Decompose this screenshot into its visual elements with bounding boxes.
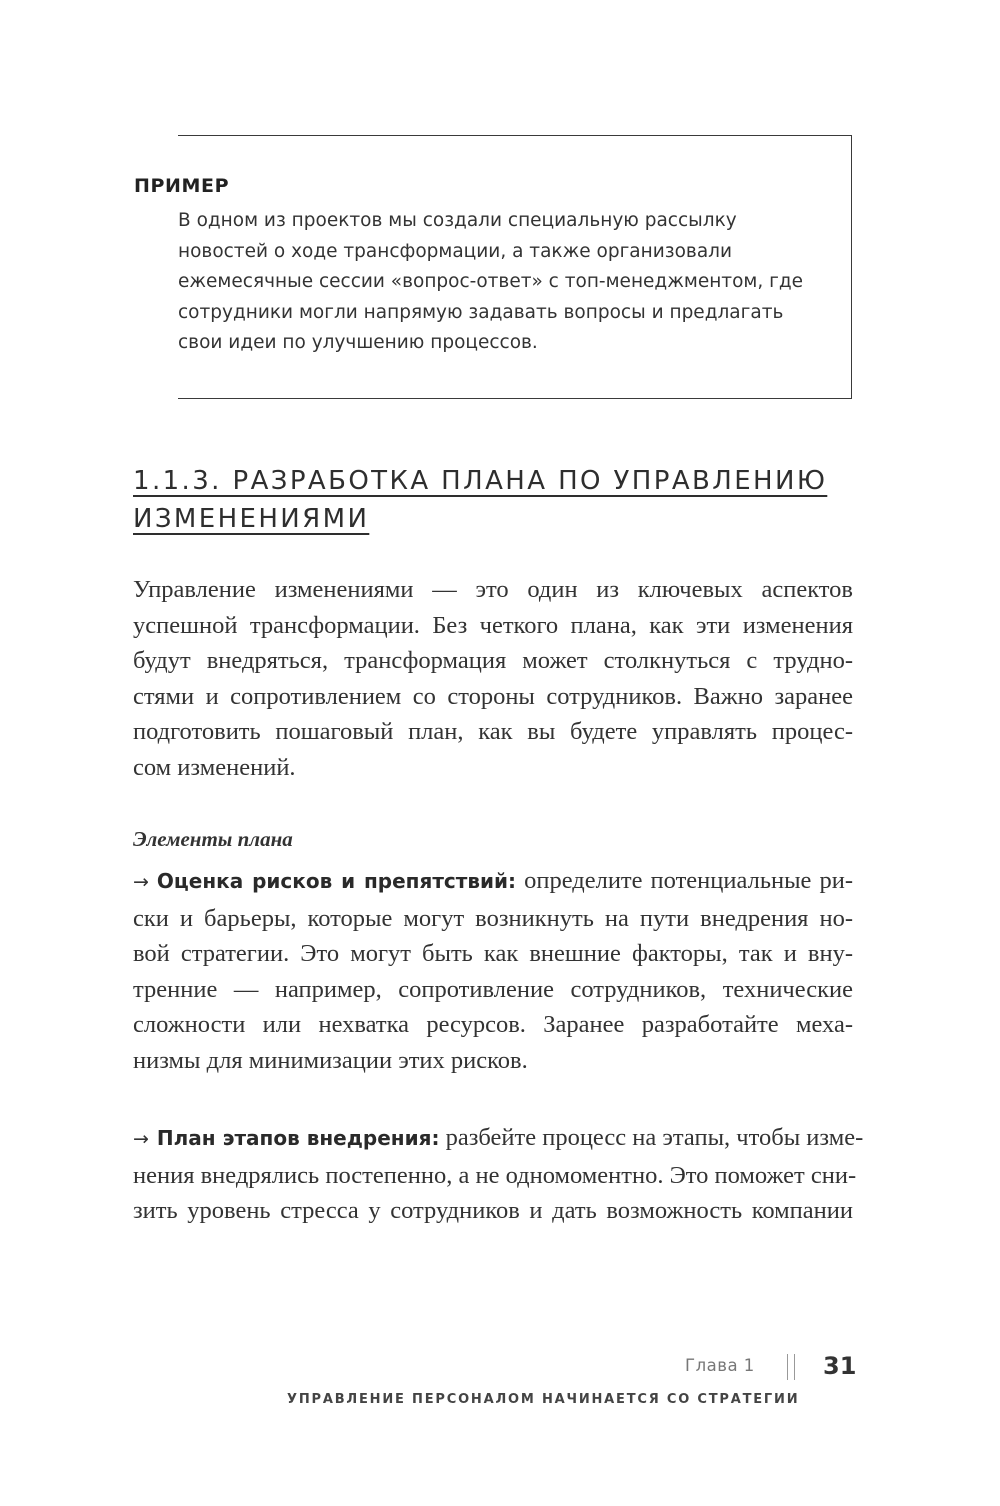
- footer-divider: [787, 1354, 795, 1380]
- example-label: ПРИМЕР: [134, 175, 230, 197]
- example-line: ежемесячные сессии «вопрос-ответ» с топ-менеджментом, где: [178, 271, 804, 292]
- intro-paragraph: [133, 572, 853, 785]
- footer-book-title: УПРАВЛЕНИЕ ПЕРСОНАЛОМ НАЧИНАЕТСЯ СО СТРАТЕГИИ: [287, 1392, 800, 1407]
- plan-item: [133, 1120, 864, 1229]
- section-heading-line: 1.1.3. РАЗРАБОТКА ПЛАНА ПО УПРАВЛЕНИЮ: [133, 466, 828, 496]
- plan-item-lead: План этапов внедрения:: [156, 1126, 440, 1150]
- paragraph-line: подготовить пошаговый план, как вы будете управлять процес-: [133, 718, 853, 745]
- paragraph-line: успешной трансформации. Без четкого плана, как эти изменения: [133, 611, 853, 639]
- footer-chapter: Глава 1: [685, 1356, 755, 1375]
- page-number: 31: [823, 1352, 857, 1380]
- paragraph-line: ски и барьеры, которые могут возникнуть на пути внедрения но-: [133, 904, 853, 932]
- arrow-right-icon: →: [133, 871, 149, 893]
- example-line: новостей о ходе трансформации, а также организовали: [178, 240, 732, 262]
- paragraph-line: низмы для минимизации этих рисков.: [133, 1046, 528, 1074]
- paragraph-line: Управление изменениями — это один из ключевых аспектов: [133, 576, 853, 603]
- paragraph-line: вой стратегии. Это могут быть как внешние факторы, так и вну-: [133, 940, 853, 967]
- paragraph-line: сложности или нехватка ресурсов. Заранее разработайте меха-: [133, 1011, 853, 1038]
- plan-item: [133, 863, 853, 1078]
- paragraph-line: сом изменений.: [133, 753, 296, 781]
- plan-item-text: разбейте процесс на этапы, чтобы изме-: [439, 1124, 864, 1151]
- plan-subheading: Элементы плана: [133, 827, 293, 851]
- paragraph-line: зить уровень стресса у сотрудников и дать возможность компании: [133, 1197, 853, 1224]
- paragraph-line: будут внедряться, трансформация может столкнуться с трудно-: [133, 647, 853, 674]
- example-line: В одном из проектов мы создали специальную рассылку: [178, 210, 737, 231]
- arrow-right-icon: →: [133, 1128, 149, 1150]
- plan-item-lead: Оценка рисков и препятствий:: [156, 869, 517, 893]
- section-heading-line: ИЗМЕНЕНИЯМИ: [133, 504, 370, 534]
- plan-item-first-line: [133, 863, 853, 901]
- example-line: свои идеи по улучшению процессов.: [178, 332, 538, 353]
- plan-item-first-line: [133, 1120, 864, 1158]
- example-text: [178, 206, 838, 359]
- paragraph-line: стями и сопротивлением со стороны сотрудников. Важно заранее: [133, 682, 853, 710]
- paragraph-line: тренние — например, сопротивление сотрудников, технические: [133, 975, 853, 1003]
- example-line: сотрудники могли напрямую задавать вопросы и предлагать: [178, 301, 784, 323]
- plan-item-text: определите потенциальные ри-: [516, 867, 853, 894]
- section-heading: [133, 462, 833, 538]
- paragraph-line: нения внедрялись постепенно, а не одномоментно. Это поможет сни-: [133, 1161, 857, 1189]
